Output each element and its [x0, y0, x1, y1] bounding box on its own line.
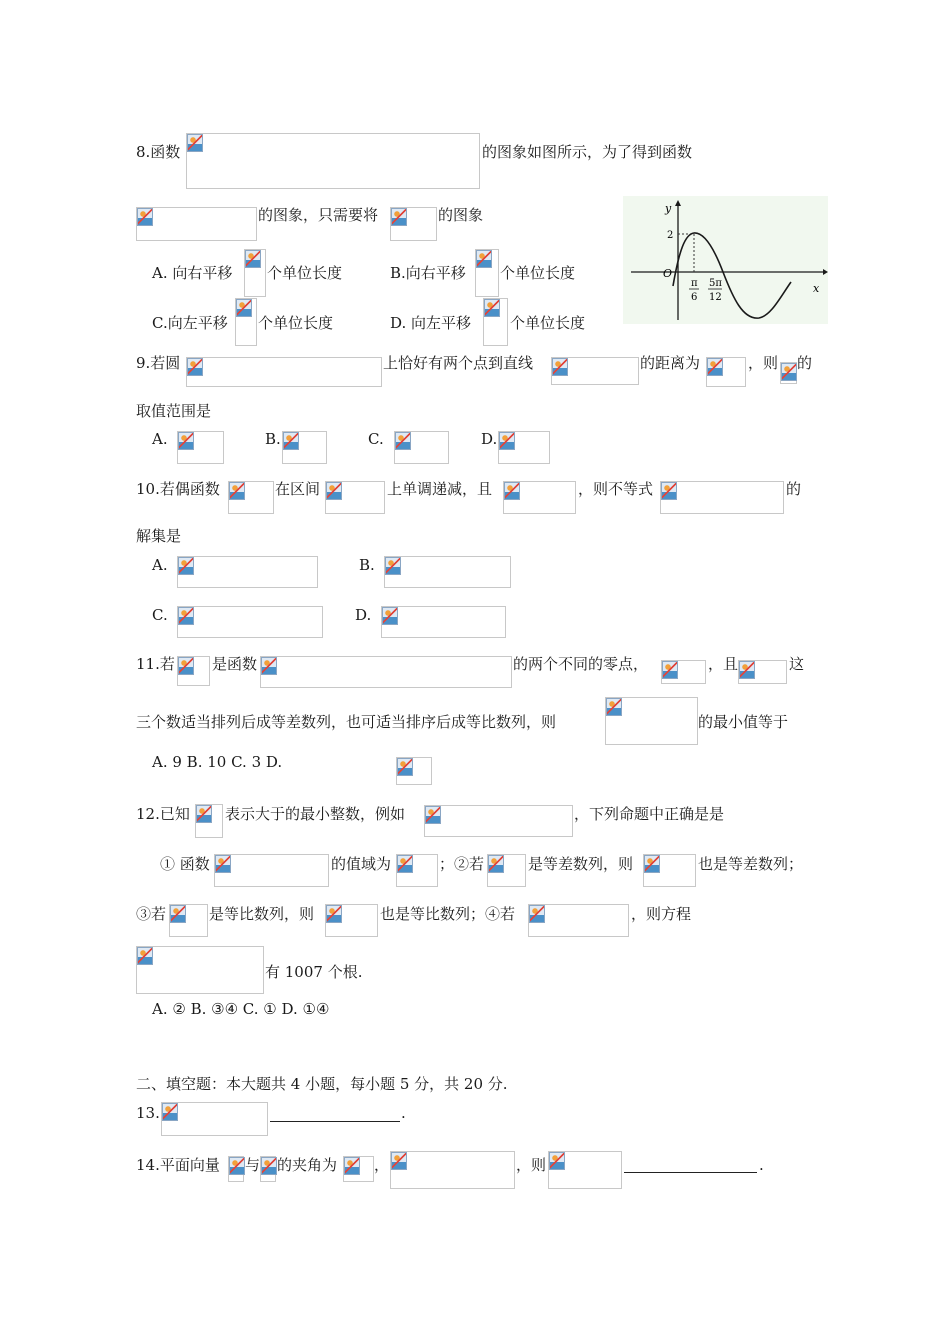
formula-image [394, 431, 449, 464]
sine-graph-figure [623, 196, 828, 324]
q14-text: ， [374, 1156, 390, 1174]
q10-option-d: D. [355, 606, 372, 624]
formula-image [325, 481, 385, 514]
q10-text: ，则不等式 [578, 480, 654, 498]
formula-image [548, 1151, 622, 1189]
q10-line2: 解集是 [136, 527, 182, 545]
q11-text: ，且 [708, 655, 739, 673]
formula-image [244, 249, 266, 297]
q9-line2: 取值范围是 [136, 402, 212, 420]
formula-image [660, 481, 784, 514]
q14-text: 与 [245, 1156, 261, 1174]
graph-x-tick-1-den: 6 [691, 292, 698, 303]
q14-end: . [759, 1156, 764, 1174]
q13-end: . [401, 1104, 406, 1122]
q9-text: 的距离为 [640, 354, 701, 372]
formula-image [396, 854, 438, 887]
formula-image [343, 1156, 374, 1182]
q11-text: 是函数 [212, 655, 258, 673]
formula-image [390, 1151, 515, 1189]
q10-text: 的 [786, 480, 802, 498]
q9-option-d: D. [481, 430, 498, 448]
q12-number: 12.已知 [136, 805, 190, 823]
formula-image [396, 757, 432, 785]
q10-text: 上单调递减，且 [387, 480, 493, 498]
formula-image [605, 697, 698, 745]
formula-image [177, 606, 323, 638]
q12-options: A. ② B. ③④ C. ① D. ①④ [152, 1000, 330, 1018]
q10-option-b: B. [359, 556, 375, 574]
formula-image [169, 904, 208, 937]
formula-image [136, 946, 264, 994]
formula-image [228, 1156, 244, 1182]
formula-image [643, 854, 696, 887]
formula-image [424, 805, 573, 837]
graph-y-label: y [665, 202, 672, 215]
q8-option-b-unit: 个单位长度 [500, 264, 576, 282]
q8-option-c-unit: 个单位长度 [258, 314, 334, 332]
formula-image [706, 357, 746, 387]
section-heading: 二、填空题：本大题共 4 小题，每小题 5 分，共 20 分. [136, 1075, 508, 1093]
formula-image [177, 556, 318, 588]
q12-statement-3: ③若 [136, 905, 167, 923]
q8-text: 的图象，只需要将 [258, 206, 379, 224]
q12-text: 的值域为 [331, 855, 392, 873]
formula-image [260, 656, 512, 688]
q9-option-b: B. [265, 430, 281, 448]
sine-graph [623, 196, 828, 324]
q11-text: 的两个不同的零点， [513, 655, 649, 673]
q12-text: 也是等比数列；④若 [380, 905, 516, 923]
formula-image [186, 133, 480, 189]
formula-image [282, 431, 327, 464]
answer-blank[interactable] [624, 1172, 757, 1173]
q8-option-a: A. 向右平移 [152, 264, 233, 282]
formula-image [487, 854, 526, 887]
formula-image [528, 904, 629, 937]
q8-number: 8.函数 [136, 143, 181, 161]
formula-image [780, 362, 797, 384]
q9-text: ，则 [748, 354, 779, 372]
formula-image [503, 481, 576, 514]
formula-image [260, 1156, 276, 1182]
formula-image [186, 357, 382, 387]
q9-option-a: A. [152, 430, 168, 448]
q9-number: 9.若圆 [136, 354, 181, 372]
q9-option-c: C. [368, 430, 384, 448]
formula-image [381, 606, 506, 638]
q11-line2: 三个数适当排列后成等差数列，也可适当排序后成等比数列，则 [136, 713, 557, 731]
q11-options: A. 9 B. 10 C. 3 D. [152, 753, 283, 771]
answer-blank[interactable] [270, 1121, 400, 1122]
formula-image [228, 481, 274, 514]
q8-option-c: C.向左平移 [152, 314, 228, 332]
q12-text: 也是等差数列； [698, 855, 804, 873]
q12-text: 是等比数列，则 [209, 905, 315, 923]
q11-text: 这 [789, 655, 805, 673]
formula-image [177, 431, 224, 464]
formula-image [483, 298, 508, 346]
q11-number: 11.若 [136, 655, 175, 673]
q10-number: 10.若偶函数 [136, 480, 220, 498]
q12-text: ，下列命题中正确是是 [574, 805, 725, 823]
q12-text: ，则方程 [631, 905, 692, 923]
graph-x-label: x [813, 282, 820, 295]
formula-image [195, 804, 223, 838]
formula-image [214, 854, 329, 887]
q9-text: 的 [797, 354, 813, 372]
graph-y-tick: 2 [667, 230, 674, 241]
q14-number: 14.平面向量 [136, 1156, 220, 1174]
formula-image [136, 207, 257, 241]
graph-x-tick-2-num: 5π [709, 278, 722, 289]
q8-option-d-unit: 个单位长度 [510, 314, 586, 332]
q12-statement-1: ① 函数 [160, 855, 210, 873]
q8-option-a-unit: 个单位长度 [267, 264, 343, 282]
q10-text: 在区间 [275, 480, 321, 498]
q9-text: 上恰好有两个点到直线 [383, 354, 534, 372]
q8-text: 的图象如图所示，为了得到函数 [482, 143, 693, 161]
q14-text: 的夹角为 [277, 1156, 338, 1174]
q8-option-d: D. 向左平移 [390, 314, 472, 332]
q8-text: 的图象 [438, 206, 484, 224]
q13-number: 13. [136, 1104, 160, 1122]
q12-line4: 有 1007 个根. [265, 963, 363, 981]
graph-origin-label: O [663, 267, 673, 280]
graph-x-tick-1-num: π [691, 278, 698, 289]
q10-option-a: A. [152, 556, 168, 574]
q12-text: 表示大于的最小整数，例如 [225, 805, 406, 823]
formula-image [390, 207, 437, 241]
q12-statement-2: ；②若 [439, 855, 485, 873]
q11-line2-end: 的最小值等于 [698, 713, 789, 731]
formula-image [738, 660, 787, 684]
formula-image [235, 298, 257, 346]
q10-option-c: C. [152, 606, 168, 624]
q8-option-b: B.向右平移 [390, 264, 466, 282]
formula-image [161, 1102, 268, 1136]
formula-image [661, 660, 706, 684]
formula-image [177, 656, 210, 686]
formula-image [475, 249, 499, 297]
q14-text: ，则 [516, 1156, 547, 1174]
graph-x-tick-2-den: 12 [709, 292, 722, 303]
formula-image [325, 904, 378, 937]
formula-image [551, 357, 639, 385]
q12-text: 是等差数列，则 [528, 855, 634, 873]
formula-image [498, 431, 550, 464]
formula-image [384, 556, 511, 588]
